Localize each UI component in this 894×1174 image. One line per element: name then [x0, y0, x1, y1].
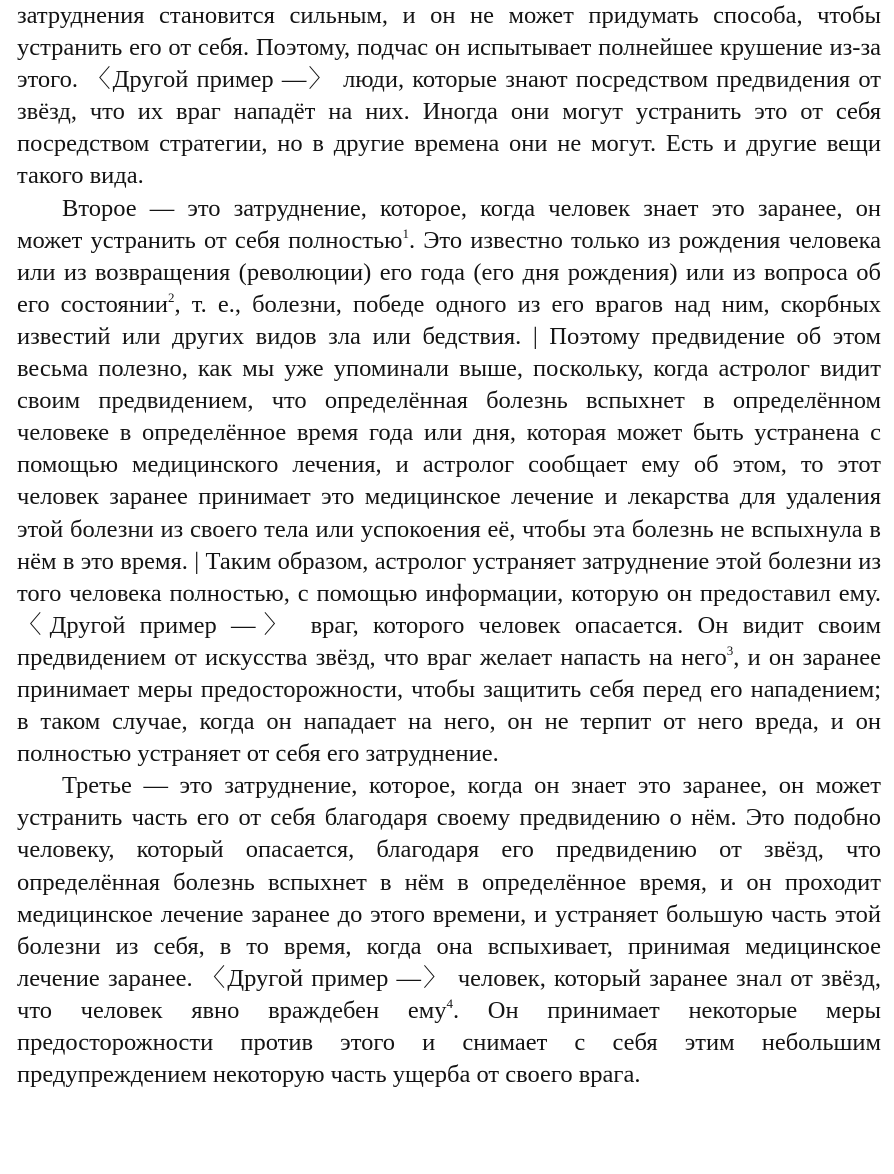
paragraph-text: затруднения становится сильным, и он не может придумать способа, чтобы устранить его от себя. Поэтому, подчас он испытывает полнейшее крушение из-за этого. 〈Другой пример —〉 люди, которые знают посредством предвидения от звёзд, что их враг нападёт на них. Иногда они могут устранить это от себя посредством стратегии, но в другие времена они не могут. Есть и другие вещи такого вида. [17, 2, 881, 190]
paragraph-text: , т. е., болезни, победе одного из его врагов над ним, скорбных известий или других видов зла или бедствия. | Поэтому предвидение об этом весьма полезно, как мы уже упоминали выше, поскольку, когда астролог видит своим предвидением, что определённая болезнь вспыхнет в определённом человеке в определённое время года или дня, которая может быть устранена с помощью медицинского лечения, и астролог сообщает ему об этом, то этот человек заранее принимает это медицинское лечение и лекарства для удаления этой болезни из своего тела или успокоения её, чтобы эта болезнь не вспыхнула в нём в это время. | Таким образом, астролог устраняет затруднение этой болезни из того человека полностью, с помощью информации, которую он предоставил ему. 〈Другой пример —〉 враг, которого человек опасается. Он видит своим предвидением от искусства звёзд, что враг желает напасть на него [17, 290, 881, 671]
paragraph-text: Третье — это затруднение, которое, когда он знает это заранее, он может устранить часть его от себя благодаря своему предвидению о нём. Это подобно человеку, который опасается, благодаря его предвидению от звёзд, что определённая болезнь вспыхнет в нём в определённое время, и он проходит медицинское лечение заранее до этого времени, и устраняет большую часть этой болезни из себя, в то время, когда она вспыхивает, принимая медицинское лечение заранее. 〈Другой пример —〉 человек, который заранее знал от звёзд, что человек явно враждебен ему [17, 772, 881, 1024]
footnote-marker: 3 [726, 642, 734, 658]
paragraph-text: . Это известно только из рождения человека или из возвращения (революции) его года (его дня рождения) или из вопроса об его состоянии [17, 226, 881, 318]
paragraph-text: . Он принимает некоторые меры предосторожности против этого и снимает с себя этим небольшим предупреждением некоторую часть ущерба от своего врага. [17, 996, 882, 1089]
paragraph-continuation [17, 0, 881, 193]
paragraph-text: Второе — это затруднение, которое, когда человек знает это заранее, он может устранить от себя полностью [17, 194, 881, 254]
footnote-marker: 1 [402, 225, 409, 241]
paragraph-second-difficulty [17, 193, 881, 771]
document-page [17, 0, 881, 1174]
paragraph-third-difficulty [17, 770, 881, 1091]
footnote-marker: 2 [168, 289, 175, 305]
paragraph-text: , и он заранее принимает меры предосторожности, чтобы защитить себя перед его нападением; в таком случае, когда он нападает на него, он не терпит от него вреда, и он полностью устраняет от себя его затруднение. [17, 643, 881, 768]
footnote-marker: 4 [446, 995, 453, 1011]
